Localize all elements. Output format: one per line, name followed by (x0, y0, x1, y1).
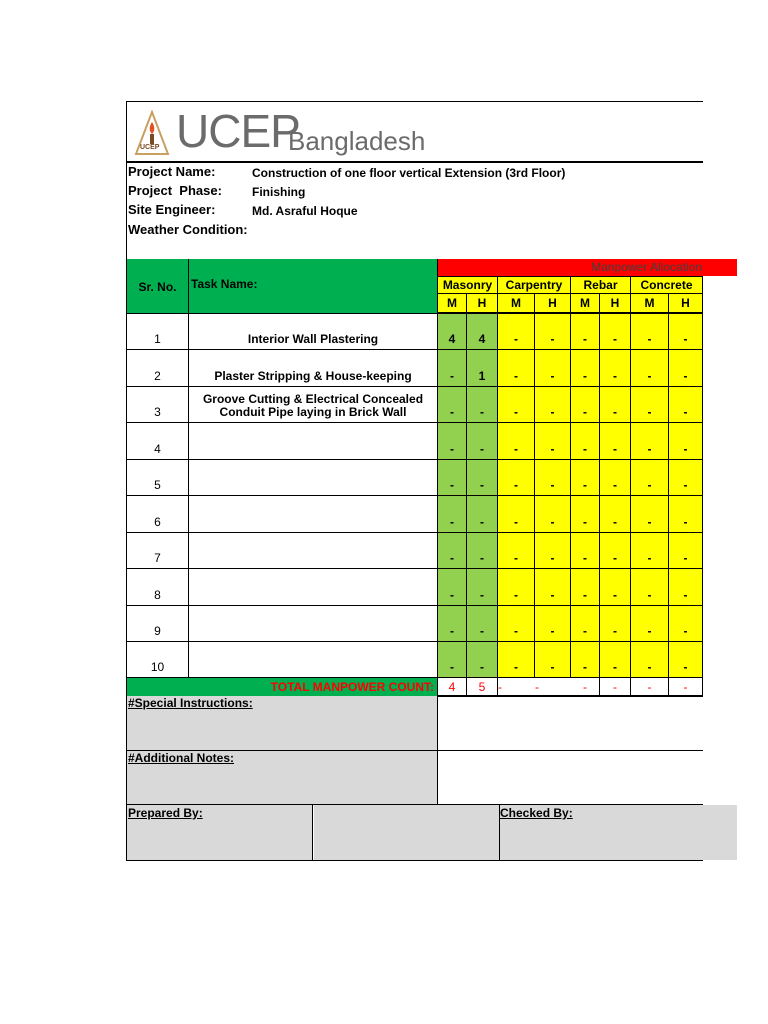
manpower-allocation-text: Manpower Allocation (591, 260, 702, 274)
manpower-cell (498, 314, 535, 350)
manpower-cell (438, 496, 467, 533)
manpower-cell-text: - (514, 588, 518, 602)
manpower-cell-text: - (550, 442, 555, 456)
manpower-cell (498, 533, 535, 569)
manpower-cell-text: - (683, 332, 688, 346)
manpower-cell (571, 350, 600, 387)
manpower-cell-text: - (583, 405, 587, 419)
manpower-cell (535, 569, 571, 606)
manpower-cell (438, 569, 467, 606)
manpower-cell (438, 350, 467, 387)
manpower-cell-text: - (550, 369, 555, 383)
manpower-cell (600, 350, 631, 387)
manpower-cell-text: - (683, 515, 688, 529)
sub-header-5 (600, 294, 631, 313)
manpower-cell (535, 533, 571, 569)
manpower-cell-text: - (683, 551, 688, 565)
manpower-cell-text: - (613, 369, 617, 383)
sr-cell (127, 496, 189, 533)
manpower-cell (535, 350, 571, 387)
manpower-cell-text: - (550, 478, 555, 492)
manpower-cell (467, 496, 498, 533)
project-phase-label: Project Phase: (128, 183, 222, 198)
sr-cell (127, 314, 189, 350)
sr-cell (127, 460, 189, 496)
manpower-cell (669, 423, 703, 460)
manpower-cell-text: - (647, 624, 652, 638)
brand-subname: Bangladesh (288, 126, 426, 156)
total-cell-text: 4 (448, 679, 456, 694)
sr-cell (127, 423, 189, 460)
manpower-cell (535, 423, 571, 460)
manpower-cell-text: - (683, 478, 688, 492)
task-name-header-text: Task Name: (191, 277, 258, 291)
project-name-value: Construction of one floor vertical Extension (3rd Floor) (252, 166, 566, 180)
sr-cell-text: 5 (154, 478, 161, 492)
sr-no-header (127, 259, 189, 314)
manpower-cell (498, 423, 535, 460)
sub-header-6 (631, 294, 669, 313)
manpower-cell-text: - (480, 478, 484, 492)
trade-header-concrete (631, 276, 703, 294)
manpower-cell-text: - (683, 624, 688, 638)
sub-header-2 (498, 294, 535, 313)
manpower-cell-text: - (613, 551, 617, 565)
sr-no-header-text: Sr. No. (138, 279, 177, 294)
manpower-cell (669, 569, 703, 606)
sr-cell-text: 7 (154, 551, 161, 565)
manpower-cell-text: - (450, 624, 454, 638)
task-cell (189, 606, 438, 642)
sr-cell (127, 350, 189, 387)
manpower-cell (535, 606, 571, 642)
manpower-cell-text: - (514, 478, 518, 492)
manpower-cell (438, 387, 467, 423)
manpower-cell-text: - (514, 660, 518, 674)
manpower-cell-text: - (480, 442, 484, 456)
manpower-cell (631, 460, 669, 496)
manpower-cell-text: - (450, 478, 454, 492)
manpower-cell (631, 350, 669, 387)
manpower-cell (467, 460, 498, 496)
manpower-cell (498, 460, 535, 496)
manpower-cell (631, 496, 669, 533)
manpower-cell (467, 533, 498, 569)
manpower-cell-text: 4 (448, 332, 456, 346)
total-cell-text: - (613, 679, 617, 694)
manpower-cell (631, 423, 669, 460)
manpower-cell (631, 314, 669, 350)
manpower-cell-text: - (450, 551, 454, 565)
sr-cell-text: 6 (154, 515, 161, 529)
manpower-cell-text: - (450, 515, 454, 529)
manpower-cell-text: - (613, 405, 617, 419)
total-cell (600, 678, 631, 696)
sr-cell-text: 9 (154, 624, 161, 638)
weather-condition-label: Weather Condition: (128, 222, 248, 237)
manpower-cell (600, 460, 631, 496)
task-cell (189, 314, 438, 350)
task-name-header (189, 259, 438, 314)
task-cell (189, 533, 438, 569)
manpower-cell-text: - (583, 588, 587, 602)
manpower-cell (669, 350, 703, 387)
manpower-cell (631, 533, 669, 569)
task-cell (189, 460, 438, 496)
manpower-cell-text: - (583, 624, 587, 638)
manpower-cell-text: - (514, 405, 518, 419)
manpower-cell (571, 460, 600, 496)
sr-cell (127, 569, 189, 606)
sr-cell-text: 2 (154, 369, 161, 383)
manpower-cell-text: - (647, 369, 652, 383)
manpower-cell-text: - (647, 515, 652, 529)
sr-cell (127, 533, 189, 569)
manpower-cell-text: - (450, 405, 454, 419)
manpower-cell-text: - (450, 588, 454, 602)
manpower-cell (467, 423, 498, 460)
manpower-cell-text: - (613, 624, 617, 638)
manpower-cell-text: - (514, 332, 518, 346)
manpower-cell (438, 642, 467, 678)
manpower-cell (600, 387, 631, 423)
emblem-text: UCEP (140, 144, 160, 151)
manpower-cell-text: - (550, 405, 555, 419)
manpower-cell-text: - (480, 551, 484, 565)
manpower-cell (600, 314, 631, 350)
sr-cell-text: 4 (154, 442, 161, 456)
trade-header-rebar (571, 276, 631, 294)
manpower-cell (600, 642, 631, 678)
sub-header-7-text: H (681, 296, 690, 310)
sr-cell-text: 10 (150, 660, 165, 674)
sub-header-1-text: H (477, 296, 487, 310)
site-engineer-label: Site Engineer: (128, 202, 216, 217)
sr-cell (127, 387, 189, 423)
manpower-cell (600, 606, 631, 642)
manpower-cell (467, 387, 498, 423)
manpower-cell (571, 642, 600, 678)
manpower-cell-text: - (647, 405, 652, 419)
manpower-cell (600, 533, 631, 569)
manpower-cell (571, 606, 600, 642)
sub-header-4-text: M (580, 296, 590, 310)
manpower-cell-text: - (613, 478, 617, 492)
manpower-cell (669, 314, 703, 350)
manpower-cell-text: 4 (478, 332, 486, 346)
total-cell (438, 678, 467, 696)
manpower-cell-text: - (550, 624, 555, 638)
manpower-cell (535, 314, 571, 350)
total-cell-text: - (583, 679, 587, 694)
total-cell (571, 678, 600, 696)
manpower-cell (535, 387, 571, 423)
manpower-cell-text: - (480, 624, 484, 638)
manpower-cell (600, 569, 631, 606)
sub-header-3 (535, 294, 571, 313)
task-name-text: Groove Cutting & Electrical Concealed Conduit Pipe laying in Brick Wall (202, 392, 424, 419)
brand-name: UCEP (176, 105, 300, 157)
manpower-cell (571, 533, 600, 569)
manpower-cell (438, 423, 467, 460)
manpower-cell-text: - (514, 442, 518, 456)
manpower-cell-text: - (480, 588, 484, 602)
manpower-cell-text: - (514, 369, 518, 383)
manpower-cell (571, 314, 600, 350)
manpower-cell-text: - (683, 405, 688, 419)
total-cell-text: - (683, 679, 688, 694)
manpower-cell (438, 533, 467, 569)
manpower-cell (631, 606, 669, 642)
sheet-top-border (126, 101, 703, 102)
manpower-cell-text: - (647, 551, 652, 565)
manpower-cell-text: - (450, 369, 454, 383)
total-cell (467, 678, 498, 696)
prepared-by-signature-box[interactable] (314, 805, 500, 860)
trade-header-masonry (438, 276, 498, 294)
manpower-cell-text: - (613, 588, 617, 602)
trade-header-carpentry (498, 276, 571, 294)
manpower-cell-text: - (480, 405, 484, 419)
manpower-cell-text: - (613, 515, 617, 529)
manpower-cell-text: - (550, 515, 555, 529)
manpower-cell-text: - (683, 588, 688, 602)
manpower-cell (571, 496, 600, 533)
sub-header-4 (571, 294, 600, 313)
task-cell (189, 350, 438, 387)
manpower-cell (467, 314, 498, 350)
manpower-cell (498, 606, 535, 642)
sr-cell-text: 8 (154, 588, 161, 602)
site-engineer-value: Md. Asraful Hoque (252, 204, 358, 218)
manpower-cell (438, 606, 467, 642)
project-name-label: Project Name: (128, 164, 216, 179)
manpower-cell (467, 642, 498, 678)
manpower-cell-text: - (683, 442, 688, 456)
manpower-cell (669, 496, 703, 533)
manpower-cell-text: - (550, 332, 555, 346)
manpower-cell-text: - (583, 478, 587, 492)
additional-notes-label: #Additional Notes: (128, 751, 235, 765)
total-cell-text: - (535, 679, 539, 694)
manpower-cell (669, 606, 703, 642)
manpower-cell-text: - (647, 332, 652, 346)
task-name-text: Interior Wall Plastering (247, 332, 379, 346)
trade-header-masonry-text: Masonry (442, 278, 493, 292)
sheet-bottom-border (126, 860, 703, 861)
sub-header-2-text: M (511, 296, 521, 310)
manpower-cell-text: - (613, 660, 617, 674)
manpower-cell-text: - (583, 442, 587, 456)
trade-header-concrete-text: Concrete (640, 278, 693, 292)
manpower-cell-text: - (514, 515, 518, 529)
manpower-cell (467, 606, 498, 642)
manpower-cell-text: - (647, 588, 652, 602)
total-manpower-label-text: TOTAL MANPOWER COUNT: (270, 680, 434, 694)
total-cell (669, 678, 703, 696)
manpower-cell (438, 460, 467, 496)
manpower-cell (669, 387, 703, 423)
manpower-cell-text: - (550, 551, 555, 565)
manpower-cell-text: - (613, 332, 617, 346)
manpower-cell (600, 423, 631, 460)
manpower-cell (669, 533, 703, 569)
manpower-cell (498, 569, 535, 606)
sr-cell (127, 642, 189, 678)
sub-header-0-text: M (447, 296, 457, 310)
manpower-cell (631, 387, 669, 423)
manpower-cell (571, 423, 600, 460)
manpower-cell-text: - (647, 442, 652, 456)
checked-by-label: Checked By: (500, 806, 573, 820)
manpower-cell-text: - (647, 478, 652, 492)
manpower-cell (498, 496, 535, 533)
manpower-cell-text: - (647, 660, 652, 674)
manpower-cell (498, 350, 535, 387)
special-instructions-label: #Special Instructions: (128, 696, 253, 710)
prepared-by-label: Prepared By: (128, 806, 203, 820)
manpower-cell (631, 642, 669, 678)
sub-header-1 (467, 294, 498, 313)
manpower-cell-text: - (480, 660, 484, 674)
manpower-cell (571, 387, 600, 423)
total-cell-text: 5 (478, 679, 486, 694)
manpower-allocation-header (438, 259, 737, 276)
manpower-cell (498, 387, 535, 423)
manpower-cell (631, 569, 669, 606)
sr-cell-text: 3 (154, 405, 161, 419)
project-phase-value: Finishing (252, 185, 306, 199)
task-cell (189, 569, 438, 606)
logo (134, 105, 434, 160)
total-cell (631, 678, 669, 696)
manpower-cell (498, 642, 535, 678)
task-cell (189, 387, 438, 423)
manpower-cell-text: 1 (478, 369, 486, 383)
manpower-cell-text: - (450, 442, 454, 456)
sub-header-5-text: H (610, 296, 620, 310)
manpower-cell-text: - (583, 660, 587, 674)
total-cell (535, 678, 571, 696)
total-cell-text: - (647, 679, 652, 694)
header-rule (126, 161, 703, 163)
manpower-cell (467, 350, 498, 387)
total-cell (498, 678, 535, 696)
sub-header-0 (438, 294, 467, 313)
task-cell (189, 496, 438, 533)
manpower-cell-text: - (583, 332, 587, 346)
manpower-cell-text: - (550, 660, 555, 674)
sr-cell (127, 606, 189, 642)
manpower-cell (571, 569, 600, 606)
manpower-cell-text: - (683, 660, 688, 674)
manpower-cell (467, 569, 498, 606)
manpower-cell-text: - (683, 369, 688, 383)
manpower-cell (669, 460, 703, 496)
manpower-cell-text: - (583, 551, 587, 565)
total-cell-text: - (498, 679, 502, 694)
manpower-cell-text: - (550, 588, 555, 602)
manpower-cell-text: - (514, 624, 518, 638)
manpower-cell (438, 314, 467, 350)
manpower-cell-text: - (480, 515, 484, 529)
manpower-cell (669, 642, 703, 678)
manpower-cell (535, 642, 571, 678)
manpower-cell (535, 460, 571, 496)
task-name-text: Plaster Stripping & House-keeping (214, 369, 412, 383)
manpower-cell-text: - (450, 660, 454, 674)
sub-header-3-text: H (548, 296, 557, 310)
task-cell (189, 642, 438, 678)
manpower-cell-text: - (514, 551, 518, 565)
manpower-cell-text: - (583, 515, 587, 529)
sub-header-7 (669, 294, 703, 313)
manpower-cell-text: - (583, 369, 587, 383)
manpower-cell (600, 496, 631, 533)
sub-header-6-text: M (644, 296, 655, 310)
manpower-cell (535, 496, 571, 533)
sr-cell-text: 1 (154, 332, 161, 346)
trade-header-rebar-text: Rebar (583, 278, 618, 292)
trade-header-carpentry-text: Carpentry (505, 278, 563, 292)
total-manpower-label (127, 678, 438, 696)
task-cell (189, 423, 438, 460)
manpower-cell-text: - (613, 442, 617, 456)
